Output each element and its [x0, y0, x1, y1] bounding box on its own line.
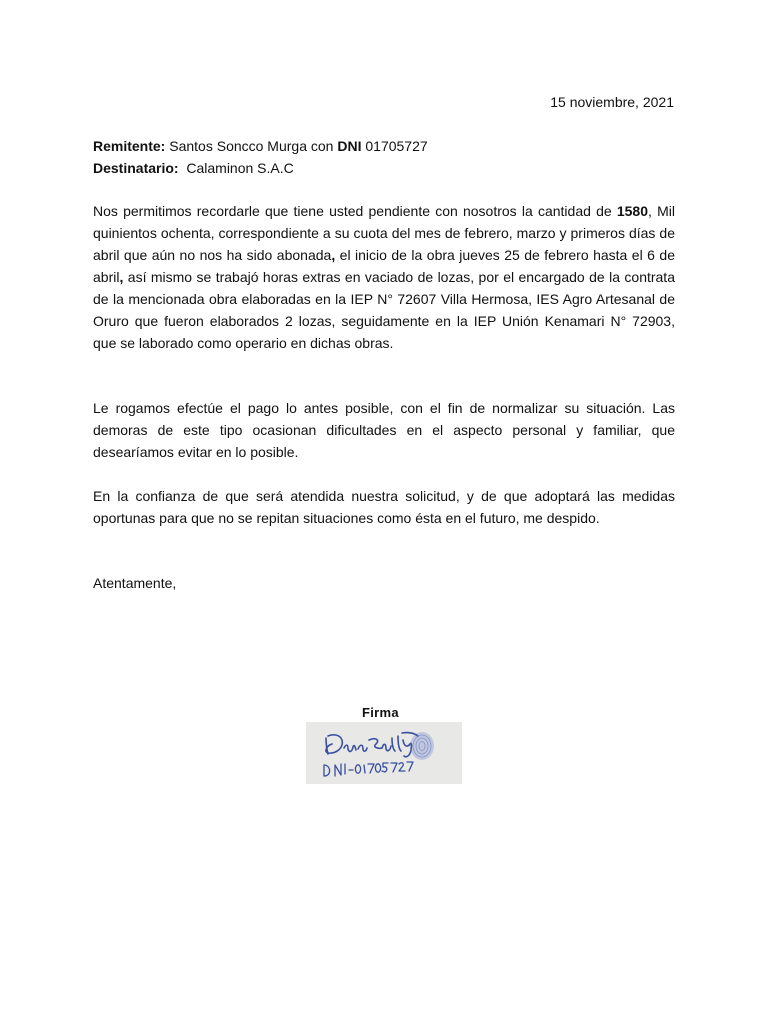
signature-label: Firma	[362, 705, 399, 720]
paragraph-punctuation: ,	[119, 269, 124, 285]
paragraph-payment-request: Le rogamos efectúe el pago lo antes posible, con el fin de normalizar su situación. Las demoras de este tipo ocasionan dificultades en el aspecto personal y familiar, que desearíamos evitar en lo posible.	[93, 400, 675, 460]
letter-date: 15 noviembre, 2021	[550, 94, 674, 110]
sender-label: Remitente:	[93, 138, 166, 154]
paragraph-punctuation: ,	[331, 247, 336, 263]
dni-number: 01705727	[361, 138, 428, 154]
recipient-line	[93, 157, 675, 179]
recipient-name: Calaminon S.A.C	[178, 160, 294, 176]
paragraph-farewell: En la confianza de que será atendida nuestra solicitud, y de que adoptará las medidas oportunas para que no se repitan situaciones como ésta en el futuro, me despido.	[93, 488, 675, 526]
closing-salutation: Atentamente,	[93, 575, 177, 591]
paragraph-payment-reminder	[93, 200, 675, 354]
paragraph-text: Nos permitimos recordarle que tiene usted pendiente con nosotros la cantidad de	[93, 203, 617, 219]
recipient-label: Destinatario:	[93, 160, 179, 176]
signature-image	[306, 722, 462, 784]
paragraph-text: el inicio de la obra jueves 25 de febrero hasta el 6 de abril	[93, 247, 675, 285]
sender-name: Santos Soncco Murga con	[165, 138, 338, 154]
paragraph-text: , Mil quinientos ochenta, correspondiente a su cuota del mes de febrero, marzo y primeros días de abril que aún no nos ha sido abonada	[93, 203, 675, 263]
amount-value: 1580	[616, 203, 649, 219]
letter-header	[93, 135, 675, 179]
sender-line	[93, 135, 675, 157]
paragraph-text: así mismo se trabajó horas extras en vaciado de lozas, por el encargado de la contrata de la mencionada obra elaboradas en la IEP N° 72607 Villa Hermosa, IES Agro Artesanal de Oruro que fueron elaborados 2 lozas, seguidamente en la IEP Unión Kenamari N° 72903, que se laborado como operario en dichas obras.	[93, 269, 675, 351]
dni-label: DNI	[337, 138, 362, 154]
